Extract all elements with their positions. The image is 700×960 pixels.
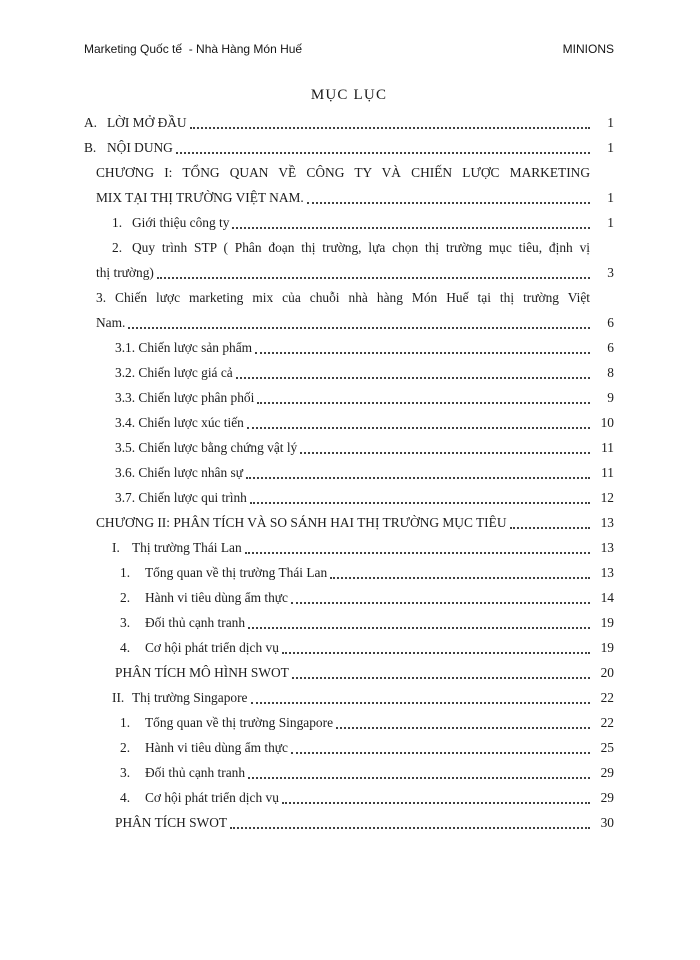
toc-entry-text: LỜI MỞ ĐẦU [107, 115, 187, 130]
toc-entry-first-line [84, 160, 614, 185]
toc-entry [84, 810, 614, 835]
toc-page-number: 29 [600, 765, 614, 780]
dot-leader [510, 527, 591, 529]
toc-page-number: 12 [600, 490, 614, 505]
toc-entry-number: 2. [120, 740, 131, 755]
toc-entry-number: 2. [120, 590, 131, 605]
toc-entry-leader-line [84, 585, 614, 610]
dot-leader [245, 552, 590, 554]
toc-entry [84, 535, 614, 560]
toc-entry-first-line [84, 285, 614, 310]
toc-entry-number: 4. [120, 640, 131, 655]
dot-leader [246, 477, 590, 479]
toc-entry-text: Giới thiệu công ty [132, 215, 230, 230]
toc-page-number: 1 [607, 215, 614, 230]
toc-entry-leader-line [84, 735, 614, 760]
toc-entry-leader-line [84, 460, 614, 485]
toc-entry-text: Đối thủ cạnh tranh [145, 615, 246, 630]
toc-entry-number: 1. [112, 215, 123, 230]
toc-entry [84, 735, 614, 760]
toc-page-number: 19 [600, 640, 614, 655]
toc-page-number: 6 [607, 315, 614, 330]
toc-entry [84, 610, 614, 635]
toc-entry-text: PHÂN TÍCH SWOT [115, 815, 228, 830]
dot-leader [255, 352, 590, 354]
dot-leader [232, 227, 590, 229]
toc-entry-leader-line [84, 260, 614, 285]
toc-page-number: 14 [600, 590, 614, 605]
toc-entry-leader-line [84, 110, 614, 135]
toc-entry [84, 410, 614, 435]
dot-leader [291, 752, 590, 754]
toc-page-number: 22 [600, 715, 614, 730]
dot-leader [336, 727, 590, 729]
dot-leader [190, 127, 590, 129]
toc-entry [84, 335, 614, 360]
toc-entry-text: 3.5. Chiến lược bằng chứng vật lý [115, 440, 298, 455]
toc-page-number: 6 [607, 340, 614, 355]
toc-entry-leader-line [84, 135, 614, 160]
toc-entry [84, 560, 614, 585]
toc-entry-number: 1. [120, 565, 131, 580]
dot-leader [128, 327, 590, 329]
dot-leader [250, 502, 590, 504]
toc-entry-leader-line [84, 710, 614, 735]
toc-entry-number: 1. [120, 715, 131, 730]
toc-entry-text: 3. Chiến lược marketing mix của chuỗi nhà hàng Món Huế tại thị trường Việt [96, 290, 590, 305]
toc-entry [84, 435, 614, 460]
toc-entry-number: B. [84, 140, 97, 155]
toc-entry [84, 760, 614, 785]
toc-entry-text: thị trường) [96, 265, 154, 280]
toc-entry-text: 3.4. Chiến lược xúc tiến [115, 415, 244, 430]
toc-entry-text: Hành vi tiêu dùng ẩm thực [145, 740, 288, 755]
toc-entry-text: 3.1. Chiến lược sản phẩm [115, 340, 253, 355]
header-course-title: Marketing Quốc tế - Nhà Hàng Món Huế [84, 42, 303, 56]
header-group-name: MINIONS [562, 42, 614, 56]
toc-entry-text: Tổng quan về thị trường Singapore [145, 715, 334, 730]
toc-page-number: 25 [600, 740, 614, 755]
dot-leader [292, 677, 590, 679]
toc-entry [84, 485, 614, 510]
toc-entry-number: I. [112, 540, 120, 555]
dot-leader [236, 377, 590, 379]
toc-entry [84, 285, 614, 335]
toc-entry-first-line [84, 235, 614, 260]
toc-entry [84, 510, 614, 535]
toc-entry-text: Đối thủ cạnh tranh [145, 765, 246, 780]
toc-entry-leader-line [84, 210, 614, 235]
toc-entry-text: Quy trình STP ( Phân đoạn thị trường, lựa chọn thị trường mục tiêu, định vị [132, 240, 590, 255]
toc-page-number: 3 [607, 265, 614, 280]
toc-entry-leader-line [84, 485, 614, 510]
dot-leader [251, 702, 591, 704]
toc-entry-leader-line [84, 535, 614, 560]
toc-entry-leader-line [84, 660, 614, 685]
toc-page-number: 11 [601, 440, 614, 455]
toc-entry [84, 135, 614, 160]
toc-title: MỤC LỤC [310, 87, 388, 103]
toc-entry [84, 785, 614, 810]
toc-page-number: 1 [607, 115, 614, 130]
toc-entry-text: 3.2. Chiến lược giá cả [115, 365, 233, 380]
dot-leader [248, 777, 590, 779]
toc-entry-leader-line [84, 185, 614, 210]
toc-entry-leader-line [84, 760, 614, 785]
toc-entry [84, 635, 614, 660]
toc-entry-leader-line [84, 385, 614, 410]
toc-entry [84, 360, 614, 385]
toc-entry [84, 160, 614, 210]
toc-entry [84, 460, 614, 485]
toc-entry-text: 3.6. Chiến lược nhân sự [115, 465, 243, 480]
dot-leader [282, 652, 590, 654]
toc-entry-leader-line [84, 510, 614, 535]
toc-page-number: 10 [600, 415, 614, 430]
toc-entry-number: II. [112, 690, 125, 705]
toc-entry-leader-line [84, 610, 614, 635]
toc-entry-text: Thị trường Thái Lan [132, 540, 242, 555]
toc-entry-text: Nam. [96, 315, 126, 330]
toc-entry-leader-line [84, 685, 614, 710]
dot-leader [257, 402, 590, 404]
toc-entry [84, 660, 614, 685]
toc-entry [84, 385, 614, 410]
dot-leader [247, 427, 590, 429]
toc-page-number: 1 [607, 190, 614, 205]
toc-page-number: 8 [607, 365, 614, 380]
toc-page-number: 19 [600, 615, 614, 630]
toc-entry [84, 585, 614, 610]
toc-entry-text: Cơ hội phát triển dịch vụ [145, 640, 279, 655]
toc-entry [84, 710, 614, 735]
toc-page-number: 20 [600, 665, 614, 680]
dot-leader [282, 802, 590, 804]
toc-page-number: 22 [600, 690, 614, 705]
toc-entry-leader-line [84, 435, 614, 460]
page-header [84, 42, 614, 56]
toc-page-number: 9 [607, 390, 614, 405]
toc-entry-text: 3.3. Chiến lược phân phối [115, 390, 255, 405]
toc-entry-text: CHƯƠNG II: PHÂN TÍCH VÀ SO SÁNH HAI THỊ TRƯỜNG MỤC TIÊU [96, 515, 507, 530]
dot-leader [291, 602, 590, 604]
dot-leader [300, 452, 590, 454]
toc-entry-number: 3. [120, 615, 131, 630]
toc-page-number: 30 [600, 815, 614, 830]
toc-entry-number: 2. [112, 240, 123, 255]
dot-leader [307, 202, 590, 204]
dot-leader [330, 577, 590, 579]
toc-page-number: 1 [607, 140, 614, 155]
toc-entry-leader-line [84, 360, 614, 385]
toc-entry-number: A. [84, 115, 98, 130]
toc-page-number: 11 [601, 465, 614, 480]
toc-entry-leader-line [84, 635, 614, 660]
toc-entry-leader-line [84, 410, 614, 435]
toc-entry-leader-line [84, 310, 614, 335]
toc-entry-text: CHƯƠNG I: TỔNG QUAN VỀ CÔNG TY VÀ CHIẾN LƯỢC MARKETING [96, 165, 590, 180]
toc-list [84, 110, 614, 835]
toc-entry-leader-line [84, 810, 614, 835]
toc-entry-text: NỘI DUNG [107, 140, 173, 155]
toc-entry-text: 3.7. Chiến lược qui trình [115, 490, 247, 505]
toc-page-number: 13 [600, 515, 614, 530]
toc-entry-number: 3. [120, 765, 131, 780]
toc-entry [84, 210, 614, 235]
toc-entry [84, 110, 614, 135]
toc-page-number: 29 [600, 790, 614, 805]
toc-page-number: 13 [600, 540, 614, 555]
toc-entry-text: Tổng quan về thị trường Thái Lan [145, 565, 328, 580]
toc-page-number: 13 [600, 565, 614, 580]
toc-entry-text: MIX TẠI THỊ TRƯỜNG VIỆT NAM. [96, 190, 304, 205]
toc-entry [84, 235, 614, 285]
toc-entry-text: Thị trường Singapore [132, 690, 248, 705]
toc-entry-leader-line [84, 560, 614, 585]
toc-entry-text: Hành vi tiêu dùng ẩm thực [145, 590, 288, 605]
toc-entry-text: Cơ hội phát triển dịch vụ [145, 790, 279, 805]
toc-entry [84, 685, 614, 710]
dot-leader [157, 277, 590, 279]
toc-entry-text: PHÂN TÍCH MÔ HÌNH SWOT [115, 665, 289, 680]
toc-entry-leader-line [84, 335, 614, 360]
toc-entry-number: 4. [120, 790, 131, 805]
dot-leader [176, 152, 590, 154]
dot-leader [230, 827, 590, 829]
toc-entry-leader-line [84, 785, 614, 810]
dot-leader [248, 627, 590, 629]
